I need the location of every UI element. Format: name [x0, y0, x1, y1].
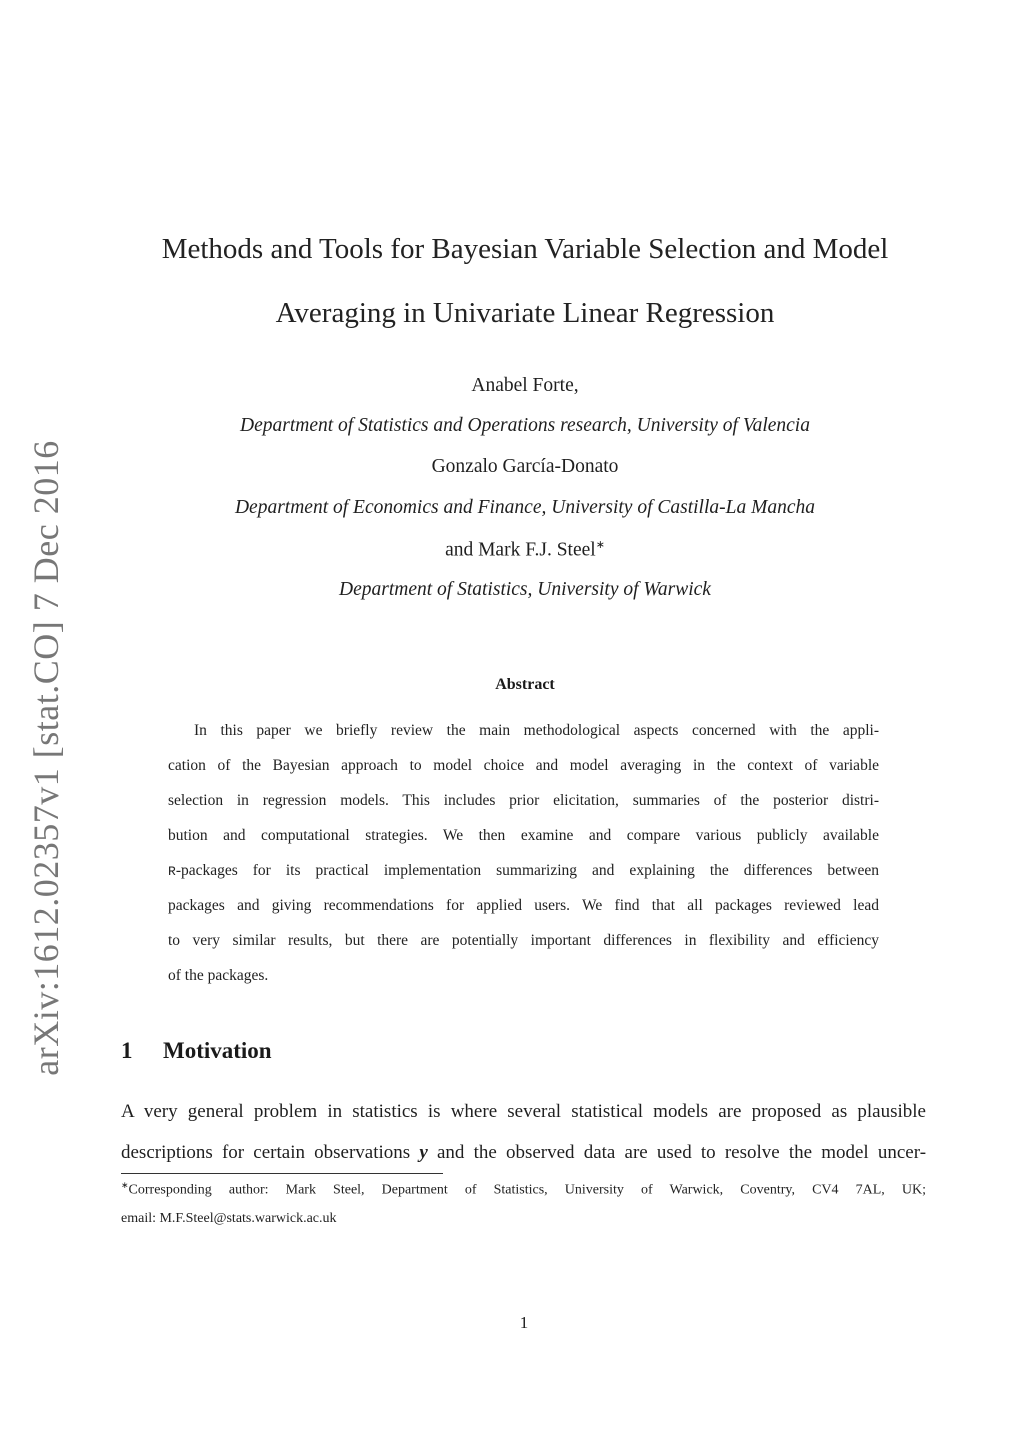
author-affiliation-2: Department of Economics and Finance, University of Castilla-La Mancha: [234, 497, 816, 518]
abstract-line-5: [168, 862, 879, 880]
paper-title-line-2: Averaging in Univariate Linear Regression: [275, 297, 775, 329]
author-affiliation-1: Department of Statistics and Operations research, University of Valencia: [240, 415, 810, 436]
body-text-line-2-start: descriptions for certain observations: [121, 1142, 411, 1163]
arxiv-identifier-stamp: arXiv:1612.02357v1 [stat.CO] 7 Dec 2016: [26, 440, 66, 1076]
author-name-3-line: [100, 538, 950, 562]
abstract-line-1: In this paper we briefly review the main methodological aspects concerned with the appli-: [194, 722, 879, 739]
footnote-line-1: [121, 1180, 926, 1199]
author-name-2: Gonzalo García-Donato: [431, 456, 619, 477]
r-code-token: R: [168, 864, 176, 879]
abstract-line-6: packages and giving recommendations for applied users. We find that all packages reviewed lead: [168, 897, 879, 914]
page-number: 1: [519, 1313, 529, 1332]
section-title: Motivation: [163, 1038, 272, 1063]
section-number: 1: [121, 1038, 133, 1063]
abstract-line-7: to very similar results, but there are potentially important differences in flexibility and efficiency: [168, 932, 879, 949]
author-affiliation-3: Department of Statistics, University of Warwick: [339, 579, 711, 600]
body-text-line-2-end: and the observed data are used to resolve the model uncer-: [436, 1142, 927, 1163]
paper-title-line-1: Methods and Tools for Bayesian Variable Selection and Model: [161, 233, 889, 265]
section-heading: [121, 1038, 272, 1064]
abstract-heading: Abstract: [495, 676, 555, 693]
abstract-line-3: selection in regression models. This includes prior elicitation, summaries of the posterior distri-: [168, 792, 879, 809]
author-name-3: and Mark F.J. Steel: [445, 539, 596, 561]
abstract-line-5-text: -packages for its practical implementation summarizing and explaining the differences between: [175, 862, 879, 879]
footnote-divider: [121, 1173, 443, 1174]
footnote-mark: ∗: [121, 1180, 129, 1190]
body-text-line-2: [121, 1142, 926, 1164]
observations-symbol: y: [419, 1142, 428, 1163]
body-text-line-1: A very general problem in statistics is where several statistical models are proposed as plausible: [121, 1101, 926, 1122]
footnote-text-1: Corresponding author: Mark Steel, Department of Statistics, University of Warwick, Coventry, CV4 7AL, UK;: [128, 1182, 926, 1198]
author-name-1: Anabel Forte,: [471, 375, 579, 396]
abstract-line-8: of the packages.: [168, 967, 269, 984]
footnote-line-2: email: M.F.Steel@stats.warwick.ac.uk: [121, 1211, 337, 1226]
corresponding-author-mark: ∗: [595, 539, 605, 551]
abstract-line-2: cation of the Bayesian approach to model choice and model averaging in the context of variable: [168, 757, 879, 774]
abstract-line-4: bution and computational strategies. We then examine and compare various publicly available: [168, 827, 879, 844]
